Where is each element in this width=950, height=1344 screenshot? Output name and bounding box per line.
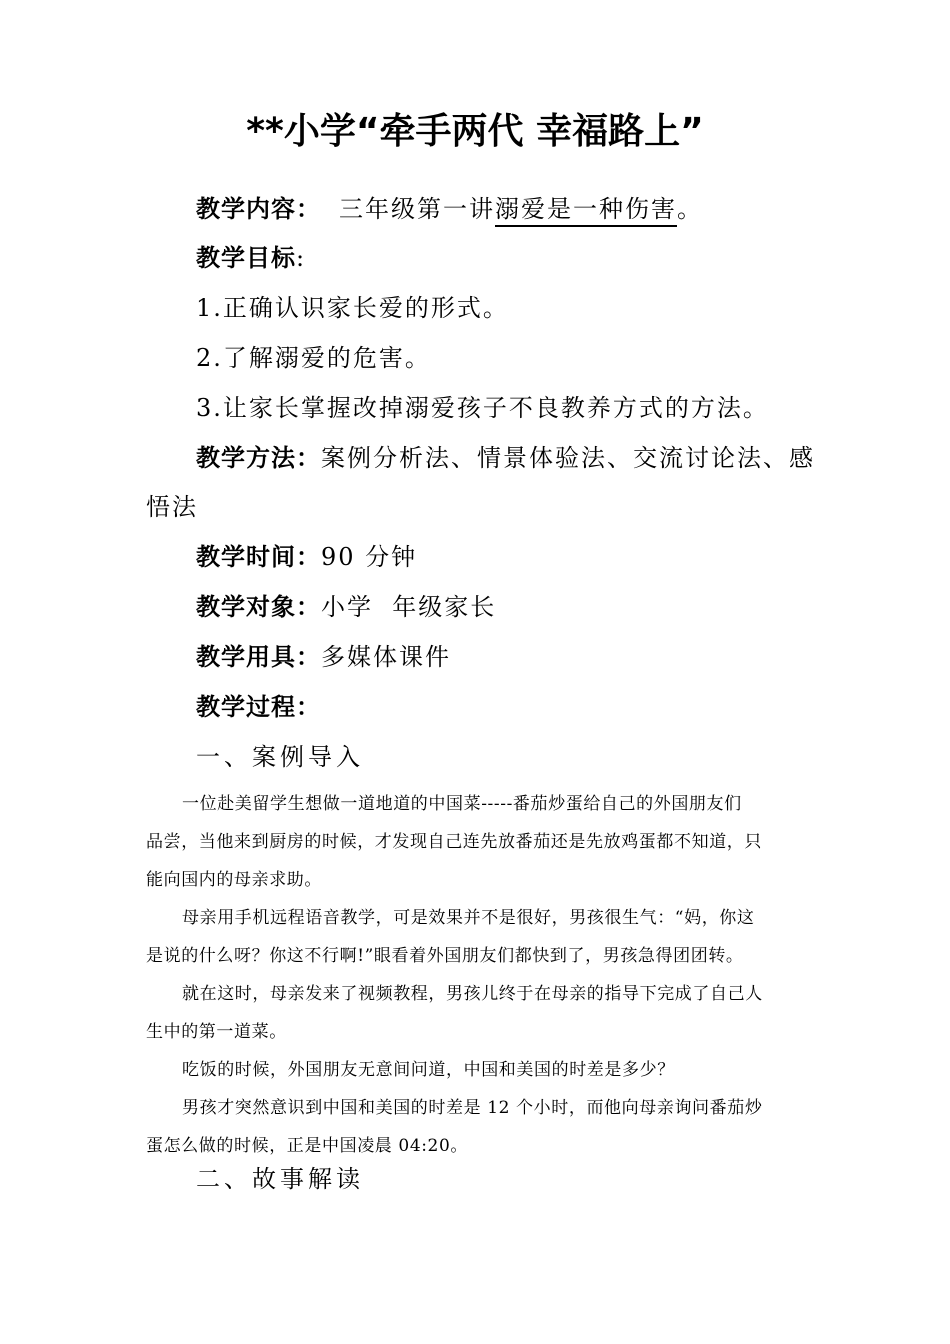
goal-item-1: 1.正确认识家长爱的形式。 xyxy=(196,294,509,322)
goal-item-2: 2.了解溺爱的危害。 xyxy=(196,344,431,372)
document-title: **小学“牵手两代 幸福路上” xyxy=(246,111,704,152)
case-paragraph-line: 一位赴美留学生想做一道地道的中国菜-----番茄炒蛋给自己的外国朋友们 xyxy=(182,794,742,814)
teaching-goals-label: 教学目标 xyxy=(196,244,296,272)
case-paragraph-line: 母亲用手机远程语音教学，可是效果并不是很好，男孩很生气：“妈，你这 xyxy=(182,908,755,928)
case-paragraph-line: 就在这时，母亲发来了视频教程，男孩儿终于在母亲的指导下完成了自己人 xyxy=(182,984,763,1004)
teaching-tools-value: 多媒体课件 xyxy=(321,643,451,671)
teaching-method-text: 案例分析法、情景体验法、交流讨论法、感 xyxy=(321,444,815,472)
teaching-goals-colon: : xyxy=(296,244,307,272)
teaching-tools-row xyxy=(196,640,451,674)
teaching-process-row xyxy=(196,690,321,724)
case-paragraph-line: 吃饭的时候，外国朋友无意间问道，中国和美国的时差是多少？ xyxy=(182,1060,675,1080)
teaching-content-prefix: 三年级第一讲 xyxy=(339,195,495,223)
teaching-content-row xyxy=(196,192,703,226)
teaching-goals-row xyxy=(196,241,306,275)
teaching-content-suffix: 。 xyxy=(677,195,703,223)
section-1-heading: 一、案例导入 xyxy=(196,743,364,771)
goal-item-3: 3.让家长掌握改掉溺爱孩子不良教养方式的方法。 xyxy=(196,394,769,422)
case-paragraph-line: 男孩才突然意识到中国和美国的时差是 12 个小时，而他向母亲询问番茄炒 xyxy=(182,1098,763,1118)
teaching-time-value: 90 分钟 xyxy=(321,543,418,571)
case-paragraph-line: 能向国内的母亲求助。 xyxy=(146,870,322,890)
case-paragraph-line: 蛋怎么做的时候，正是中国凌晨 04:20。 xyxy=(146,1136,468,1156)
teaching-method-label: 教学方法： xyxy=(196,444,321,472)
teaching-audience-label: 教学对象： xyxy=(196,593,321,621)
teaching-content-underlined: 溺爱是一种伤害 xyxy=(495,195,677,227)
teaching-method-row xyxy=(196,441,815,475)
teaching-method-continued: 悟法 xyxy=(146,493,198,521)
case-paragraph-line: 生中的第一道菜。 xyxy=(146,1022,287,1042)
section-2-heading: 二、故事解读 xyxy=(196,1165,364,1193)
teaching-audience-row xyxy=(196,590,496,624)
teaching-time-row xyxy=(196,540,417,574)
case-paragraph-line: 是说的什么呀？你这不行啊!”眼看着外国朋友们都快到了，男孩急得团团转。 xyxy=(146,946,744,966)
teaching-audience-value: 小学 年级家长 xyxy=(321,593,497,621)
teaching-content-label: 教学内容： xyxy=(196,195,321,223)
teaching-tools-label: 教学用具： xyxy=(196,643,321,671)
teaching-process-label: 教学过程： xyxy=(196,693,321,721)
case-paragraph-line: 品尝，当他来到厨房的时候，才发现自己连先放番茄还是先放鸡蛋都不知道，只 xyxy=(146,832,762,852)
teaching-time-label: 教学时间： xyxy=(196,543,321,571)
